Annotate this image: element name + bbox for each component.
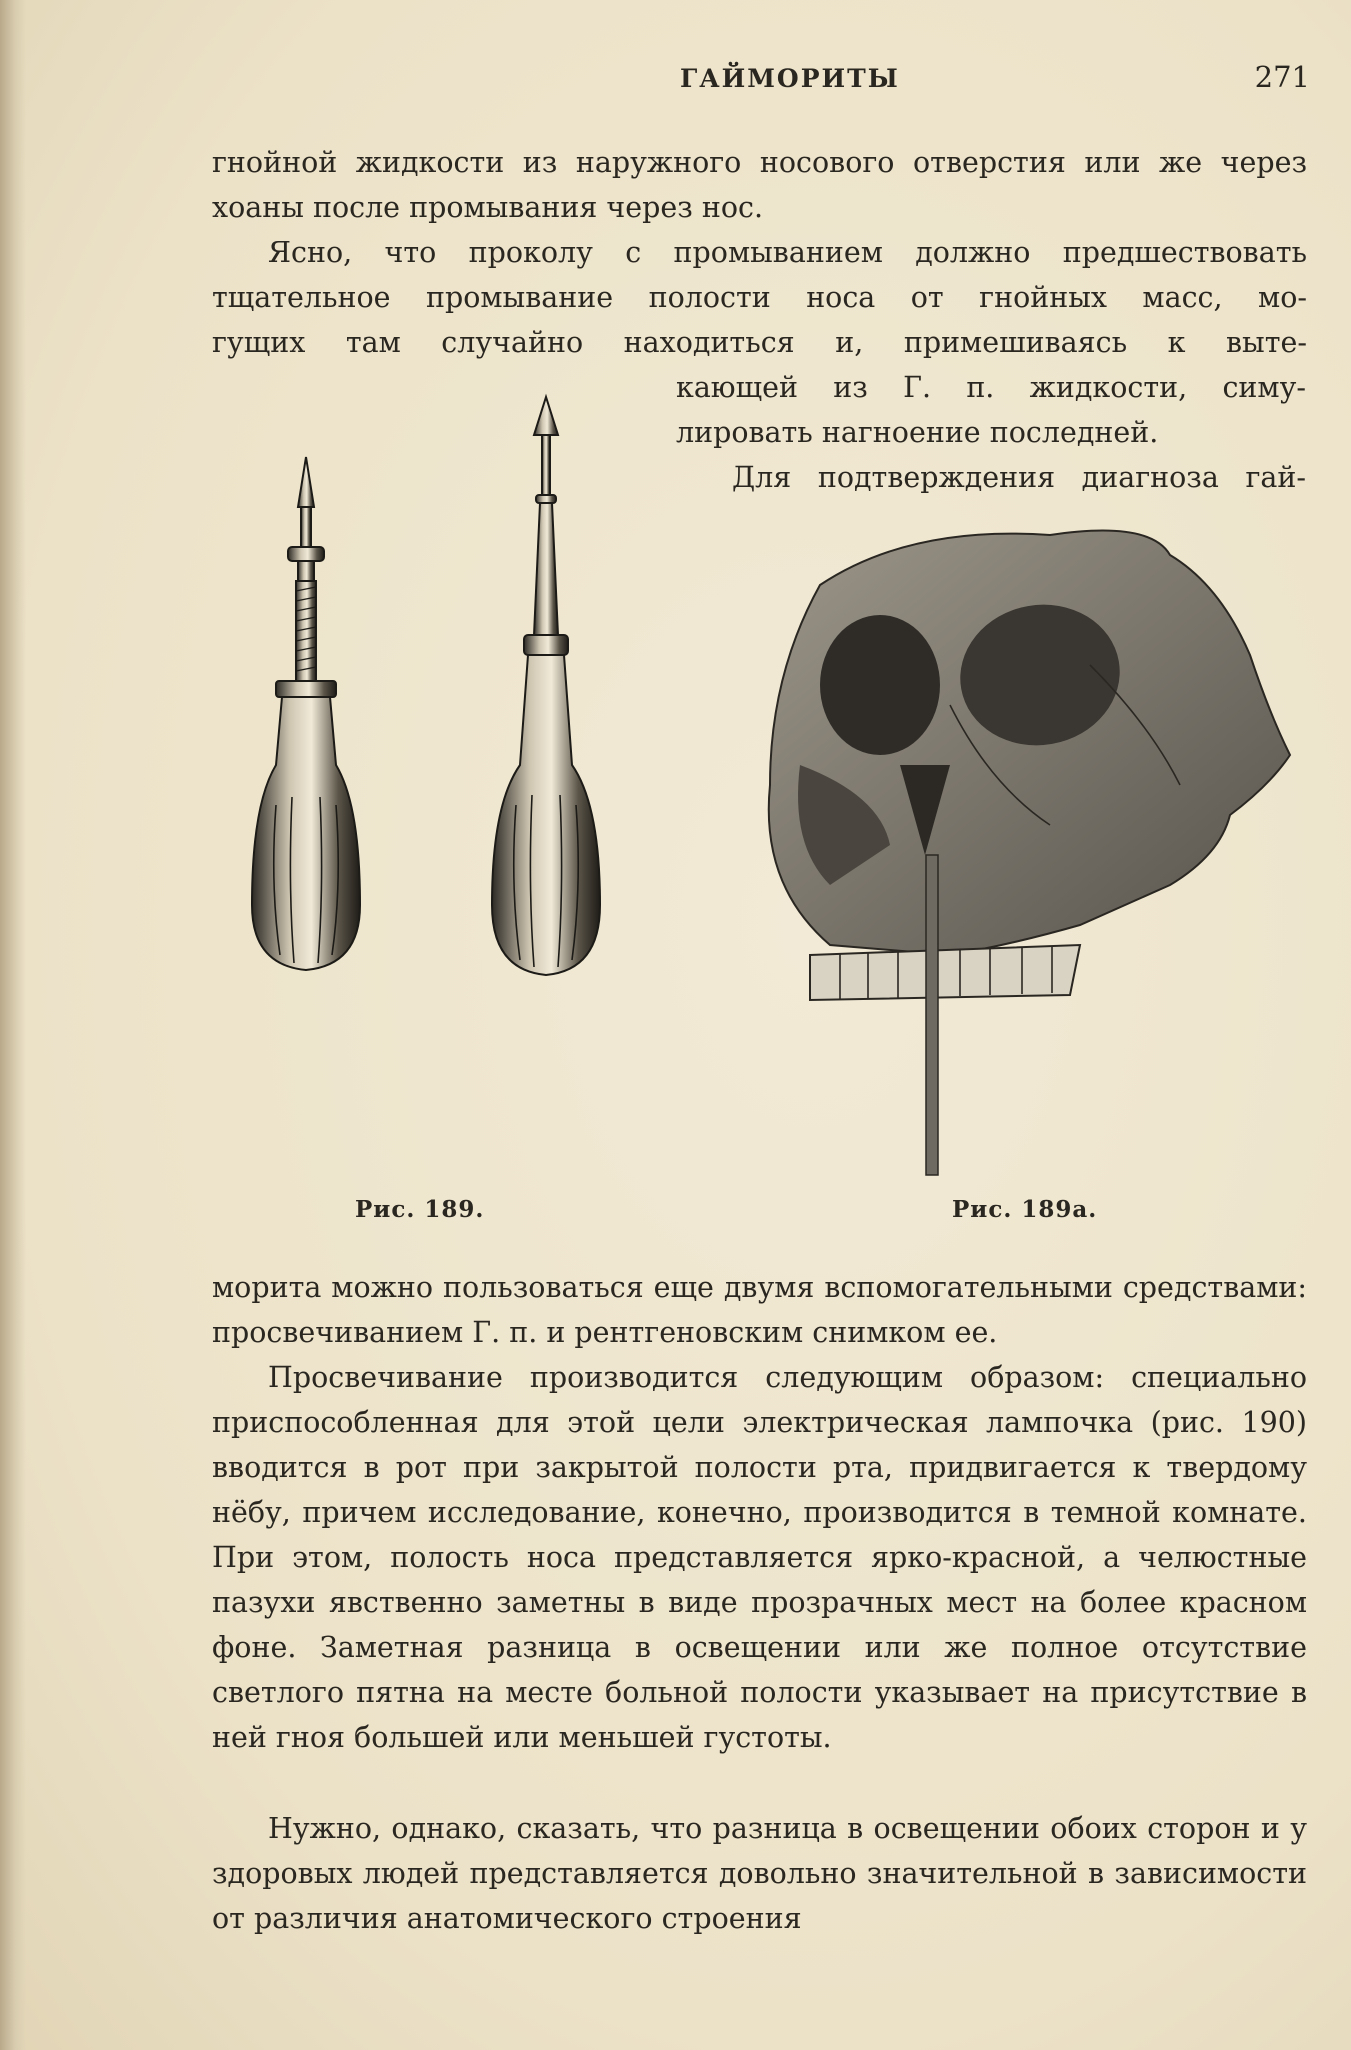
skull-puncture-illustration [750,525,1310,1185]
paragraph-2-line-3: гущих там случайно находиться и, примешиваясь к выте- [212,326,1307,359]
running-title: ГАЙМОРИТЫ [680,64,900,93]
trocar-instruments-illustration [240,385,640,1165]
paragraph-5 [212,1806,1307,1941]
trocar-right [492,397,600,975]
paragraph-5-text: Нужно, однако, сказать, что разница в освещении обоих сторон и у здоровых людей представляется довольно значительной в зависимости от различия анатомического строения [212,1812,1307,1935]
paragraph-2-line-5: лировать нагноение последней. [676,416,1159,449]
figure-189a-caption: Рис. 189а. [952,1196,1098,1223]
figure-189-caption: Рис. 189. [355,1196,485,1223]
paragraph-4 [212,1355,1307,1760]
paragraph-3-line-1: Для подтверждения диагноза гай- [732,461,1306,494]
paragraph-2-line-1 [212,230,1307,275]
trocar-left [252,457,360,970]
paragraph-2-line-4: кающей из Г. п. жидкости, симу- [676,371,1306,404]
paragraph-2-line-1-text: Ясно, что проколу с промыванием должно предшествовать [268,236,1307,269]
page-gutter-shadow [0,0,26,2050]
paragraph-4-text: Просвечивание производится следующим образом: специально приспособленная для этой цели электрическая лампочка (рис. 190) вводится в рот при закрытой полости рта, придвигается к твердому нёбу, причем исследование, конечно, производится в темной комнате. При этом, полость носа представляется ярко-красной, а челюстные пазухи явственно заметны в виде прозрачных мест на более красном фоне. Заметная разница в освещении или же полное отсутствие светлого пятна на месте больной полости указывает на присутствие в ней гноя большей или меньшей густоты. [212,1361,1307,1754]
paragraph-1: гнойной жидкости из наружного носового отверстия или же через хоаны после промывания через нос. [212,146,1307,224]
paragraph-3-continuation: морита можно пользоваться еще двумя вспомогательными средствами: просвечиванием Г. п. и рентгеновским снимком ее. [212,1271,1307,1349]
paragraph-2-line-2: тщательное промывание полости носа от гнойных масс, мо- [212,281,1307,314]
running-header [200,60,1310,100]
page-number: 271 [1254,60,1310,94]
